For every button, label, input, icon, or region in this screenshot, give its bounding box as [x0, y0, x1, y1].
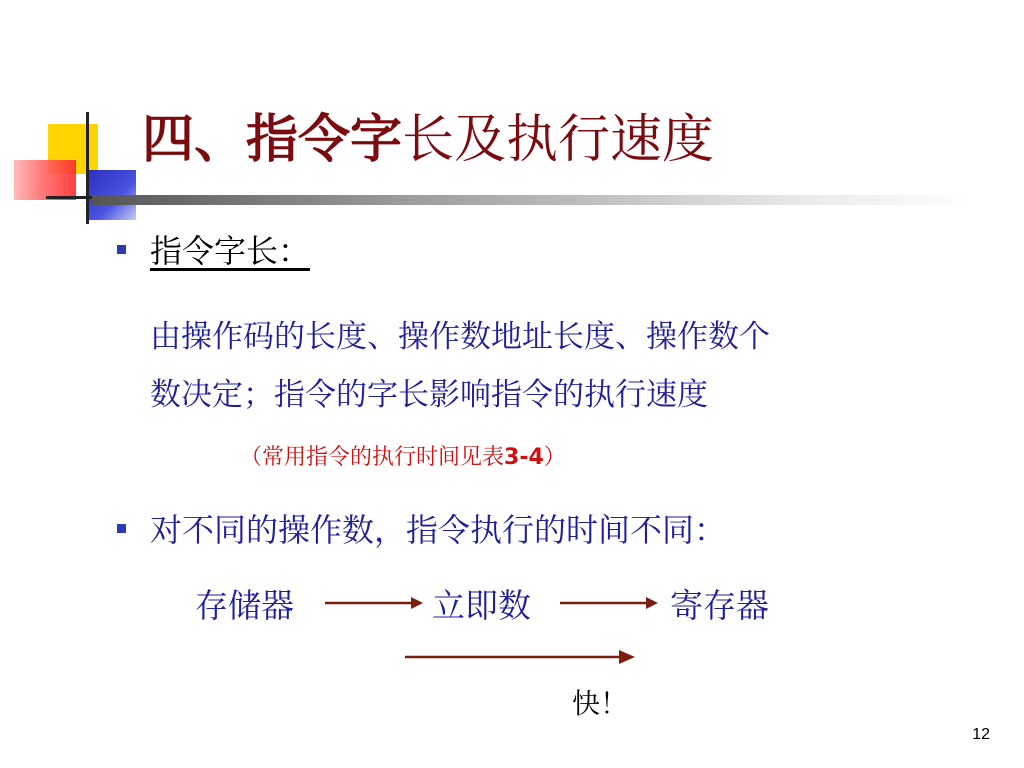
note-suffix: ） [543, 445, 566, 470]
bullet-heading-2: 对不同的操作数，指令执行的时间不同： [150, 511, 727, 549]
flow-arrow-1 [325, 593, 425, 613]
fast-label: 快！ [572, 687, 629, 720]
bullet-body-1 [150, 308, 770, 424]
bullet-heading-1: 指令字长： [150, 232, 311, 270]
decor-vertical-line [86, 112, 89, 224]
reference-note [240, 440, 566, 471]
flow-item-register: 寄存器 [670, 586, 769, 625]
flow-arrow-2 [560, 593, 660, 613]
flow-item-immediate: 立即数 [432, 586, 531, 625]
bullet-body-1-line2: 数决定；指令的字长影响指令的执行速度 [150, 377, 708, 413]
page-number: 12 [972, 726, 990, 743]
slide-title [142, 108, 714, 172]
flow-item-memory: 存储器 [195, 586, 294, 625]
bullet-marker-2 [117, 524, 126, 533]
note-ref: 3-4 [504, 445, 544, 470]
title-rest-part: 长及执行速度 [402, 110, 715, 170]
speed-arrow [405, 647, 645, 667]
note-prefix: （常用指令的执行时间见表 [240, 445, 505, 470]
decor-red-square [14, 160, 76, 200]
title-bold-part: 四、指令字 [142, 110, 403, 170]
bullet-marker-1 [117, 245, 126, 254]
bullet-body-1-line1: 由操作码的长度、操作数地址长度、操作数个 [150, 319, 770, 355]
title-underline-rule [92, 195, 972, 205]
